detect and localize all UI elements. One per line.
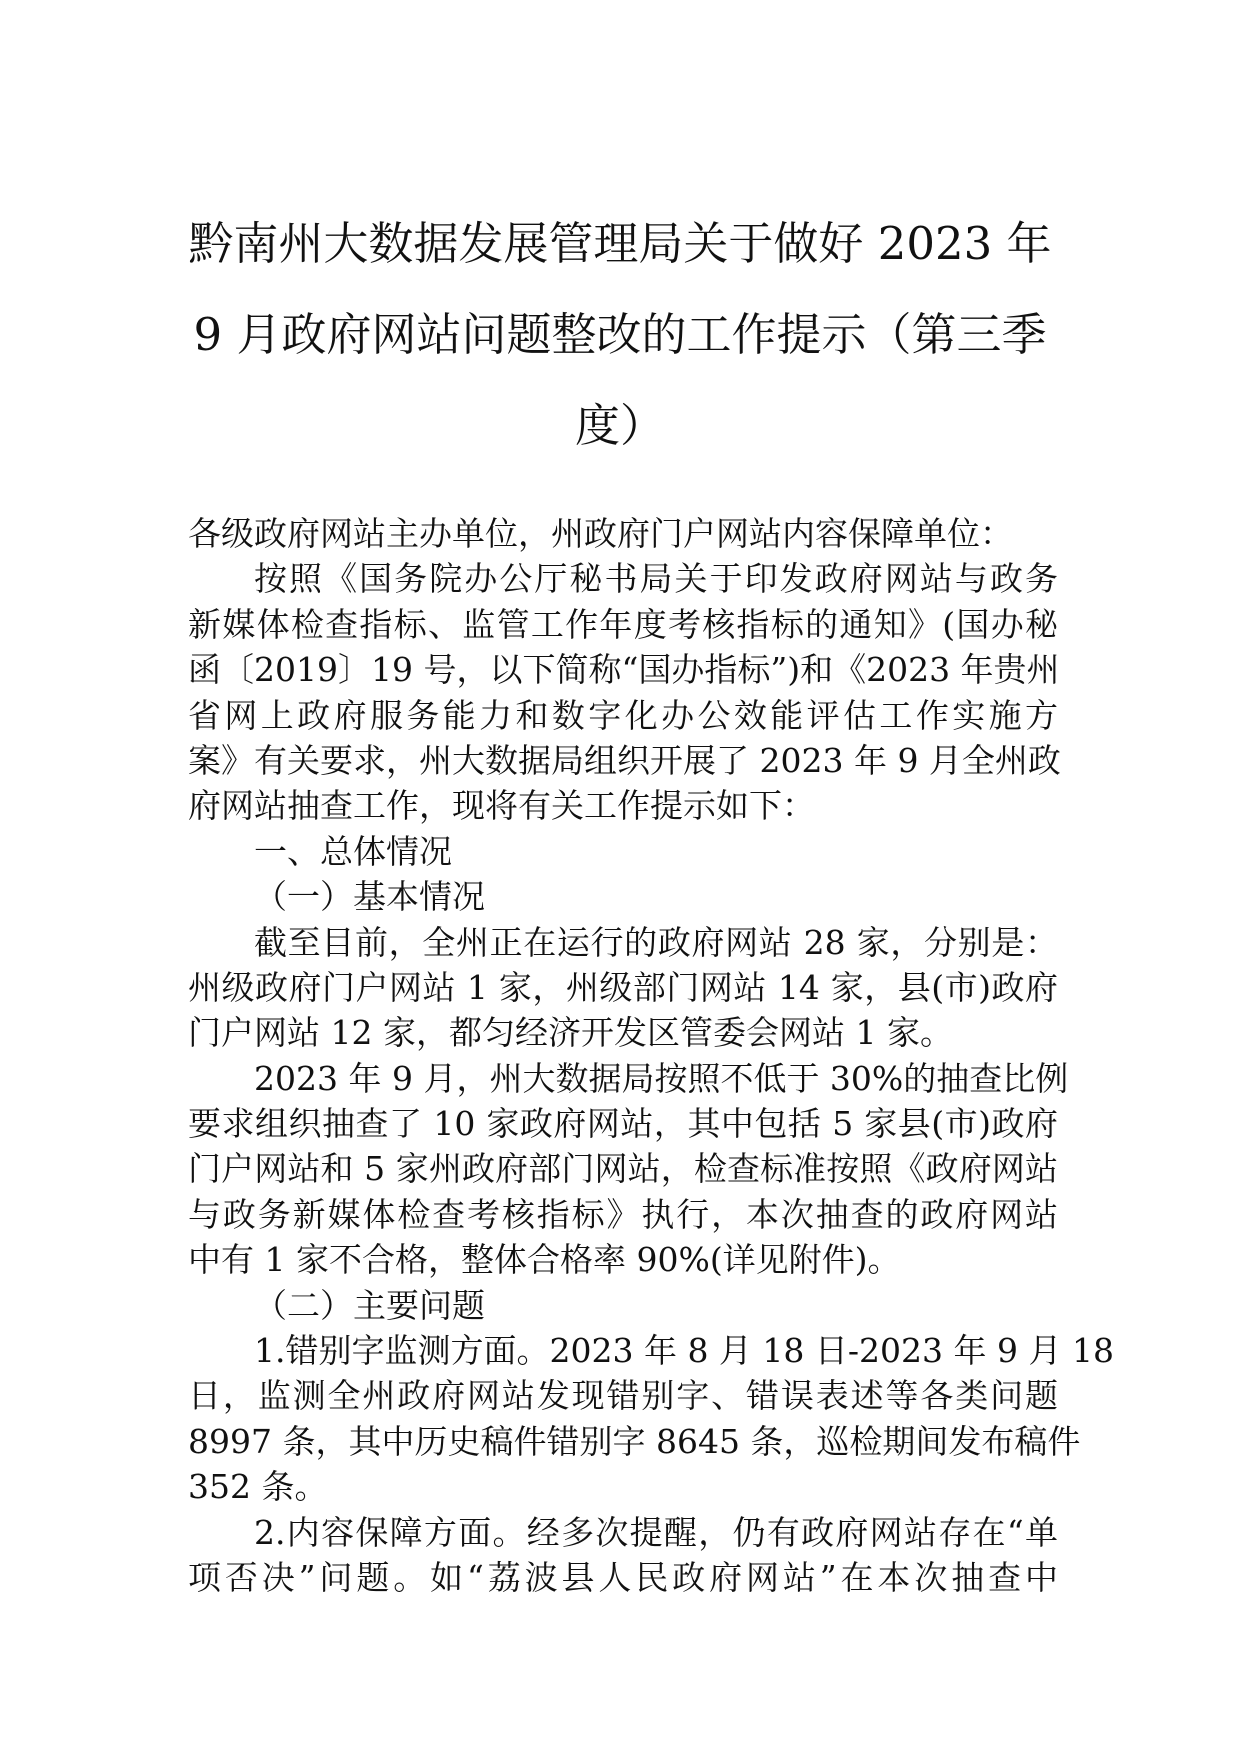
paragraph-line: 府网站抽查工作，现将有关工作提示如下：: [188, 786, 815, 826]
paragraph-line: 与政务新媒体检查考核指标》执行，本次抽查的政府网站: [188, 1194, 1058, 1234]
paragraph-line: 1.错别字监测方面。2023 年 8 月 18 日-2023 年 9 月 18: [254, 1331, 1114, 1371]
paragraph-line: 项否决”问题。如“荔波县人民政府网站”在本次抽查中: [188, 1557, 1058, 1597]
title-line: 9 月政府网站问题整改的工作提示（第三季: [193, 308, 1047, 361]
paragraph-line: 要求组织抽查了 10 家政府网站，其中包括 5 家县(市)政府: [188, 1104, 1058, 1144]
paragraph-line: 门户网站和 5 家州政府部门网站，检查标准按照《政府网站: [188, 1149, 1058, 1189]
paragraph-line: 352 条。: [188, 1467, 328, 1507]
document-title: [180, 198, 1060, 471]
subsection-heading: （二）主要问题: [254, 1285, 485, 1325]
document-body: [188, 511, 1114, 1600]
paragraph-line: 省网上政府服务能力和数字化办公效能评估工作实施方: [188, 695, 1058, 735]
paragraph-line: 8997 条，其中历史稿件错别字 8645 条，巡检期间发布稿件: [188, 1421, 1081, 1461]
paragraph-line: 截至目前，全州正在运行的政府网站 28 家，分别是：: [254, 922, 1058, 962]
title-line: 度）: [574, 399, 665, 452]
paragraph-line: 2.内容保障方面。经多次提醒，仍有政府网站存在“单: [254, 1512, 1058, 1552]
paragraph-line: 按照《国务院办公厅秘书局关于印发政府网站与政务: [254, 559, 1058, 599]
paragraph-line: 中有 1 家不合格，整体合格率 90%(详见附件)。: [188, 1240, 901, 1280]
paragraph-line: 案》有关要求，州大数据局组织开展了 2023 年 9 月全州政: [188, 740, 1061, 780]
title-line: 黔南州大数据发展管理局关于做好 2023 年: [188, 217, 1052, 270]
paragraph-line: 州级政府门户网站 1 家，州级部门网站 14 家，县(市)政府: [188, 967, 1058, 1007]
paragraph-line: 门户网站 12 家，都匀经济开发区管委会网站 1 家。: [188, 1013, 953, 1053]
paragraph-line: 函〔2019〕19 号，以下简称“国办指标”)和《2023 年贵州: [188, 650, 1060, 690]
paragraph-line: 新媒体检查指标、监管工作年度考核指标的通知》(国办秘: [188, 604, 1058, 644]
salutation: 各级政府网站主办单位，州政府门户网站内容保障单位：: [188, 514, 1013, 553]
section-heading: 一、总体情况: [254, 831, 452, 871]
subsection-heading: （一）基本情况: [254, 877, 485, 917]
paragraph-line: 2023 年 9 月，州大数据局按照不低于 30%的抽查比例: [254, 1058, 1069, 1098]
paragraph-line: 日，监测全州政府网站发现错别字、错误表述等各类问题: [188, 1376, 1058, 1416]
